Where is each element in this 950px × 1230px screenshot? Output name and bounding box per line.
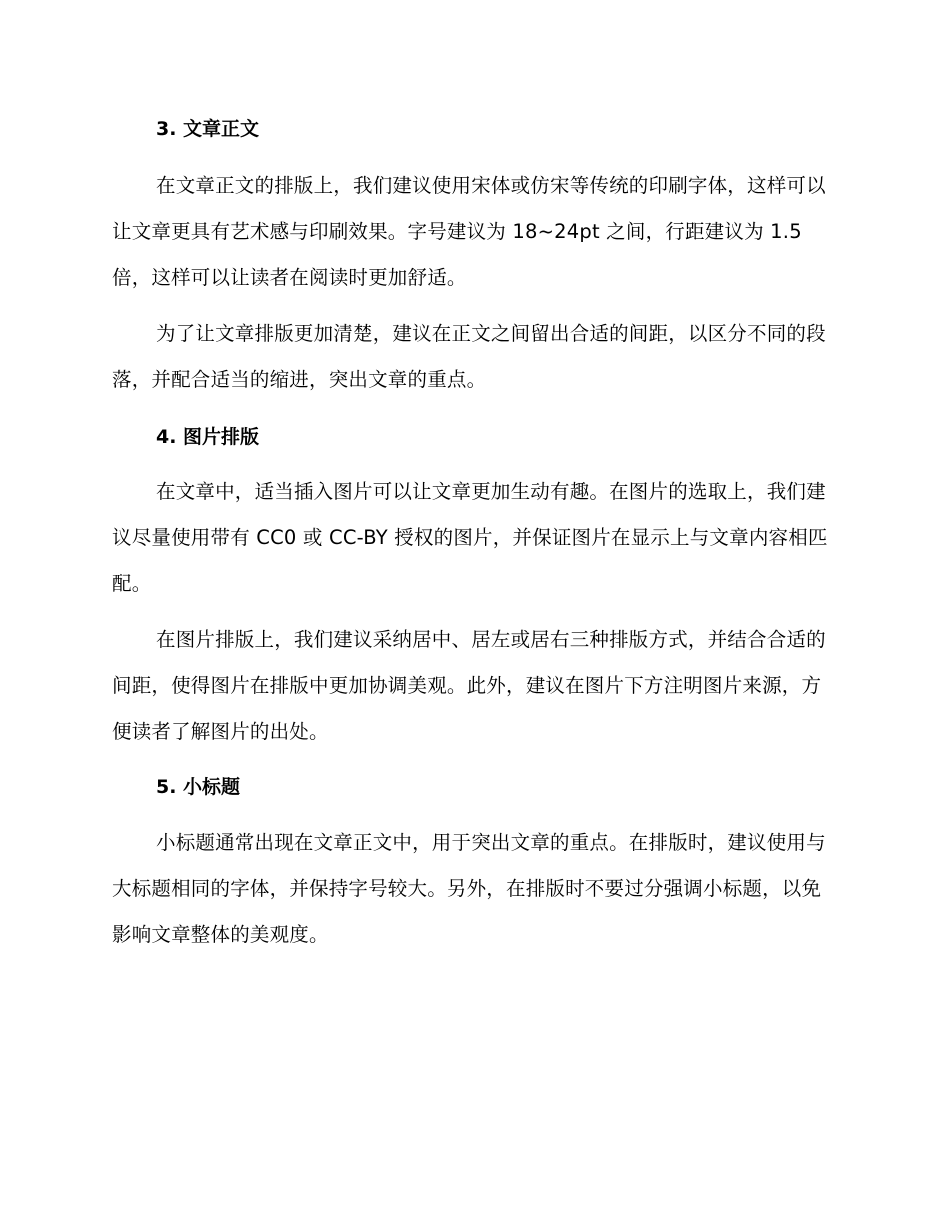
section-heading-subheadings: 5. 小标题 <box>156 776 241 798</box>
paragraph-body-typography: 在文章正文的排版上，我们建议使用宋体或仿宋等传统的印刷字体，这样可以让文章更具有艺术感与印刷效果。字号建议为 18~24pt 之间，行距建议为 1.5 倍，这样可以让读者在阅读时更加舒适。 <box>112 174 826 289</box>
section-heading-images: 4. 图片排版 <box>156 426 260 448</box>
paragraph-image-selection: 在文章中，适当插入图片可以让文章更加生动有趣。在图片的选取上，我们建议尽量使用带有 CC0 或 CC-BY 授权的图片，并保证图片在显示上与文章内容相匹配。 <box>112 480 828 595</box>
paragraph-image-layout: 在图片排版上，我们建议采纳居中、居左或居右三种排版方式，并结合合适的间距，使得图片在排版中更加协调美观。此外，建议在图片下方注明图片来源，方便读者了解图片的出处。 <box>112 628 826 743</box>
paragraph-subheadings: 小标题通常出现在文章正文中，用于突出文章的重点。在排版时，建议使用与大标题相同的字体，并保持字号较大。另外，在排版时不要过分强调小标题，以免影响文章整体的美观度。 <box>112 831 826 946</box>
section-heading-body-text: 3. 文章正文 <box>156 118 260 140</box>
paragraph-spacing: 为了让文章排版更加清楚，建议在正文之间留出合适的间距，以区分不同的段落，并配合适当的缩进，突出文章的重点。 <box>112 322 826 391</box>
